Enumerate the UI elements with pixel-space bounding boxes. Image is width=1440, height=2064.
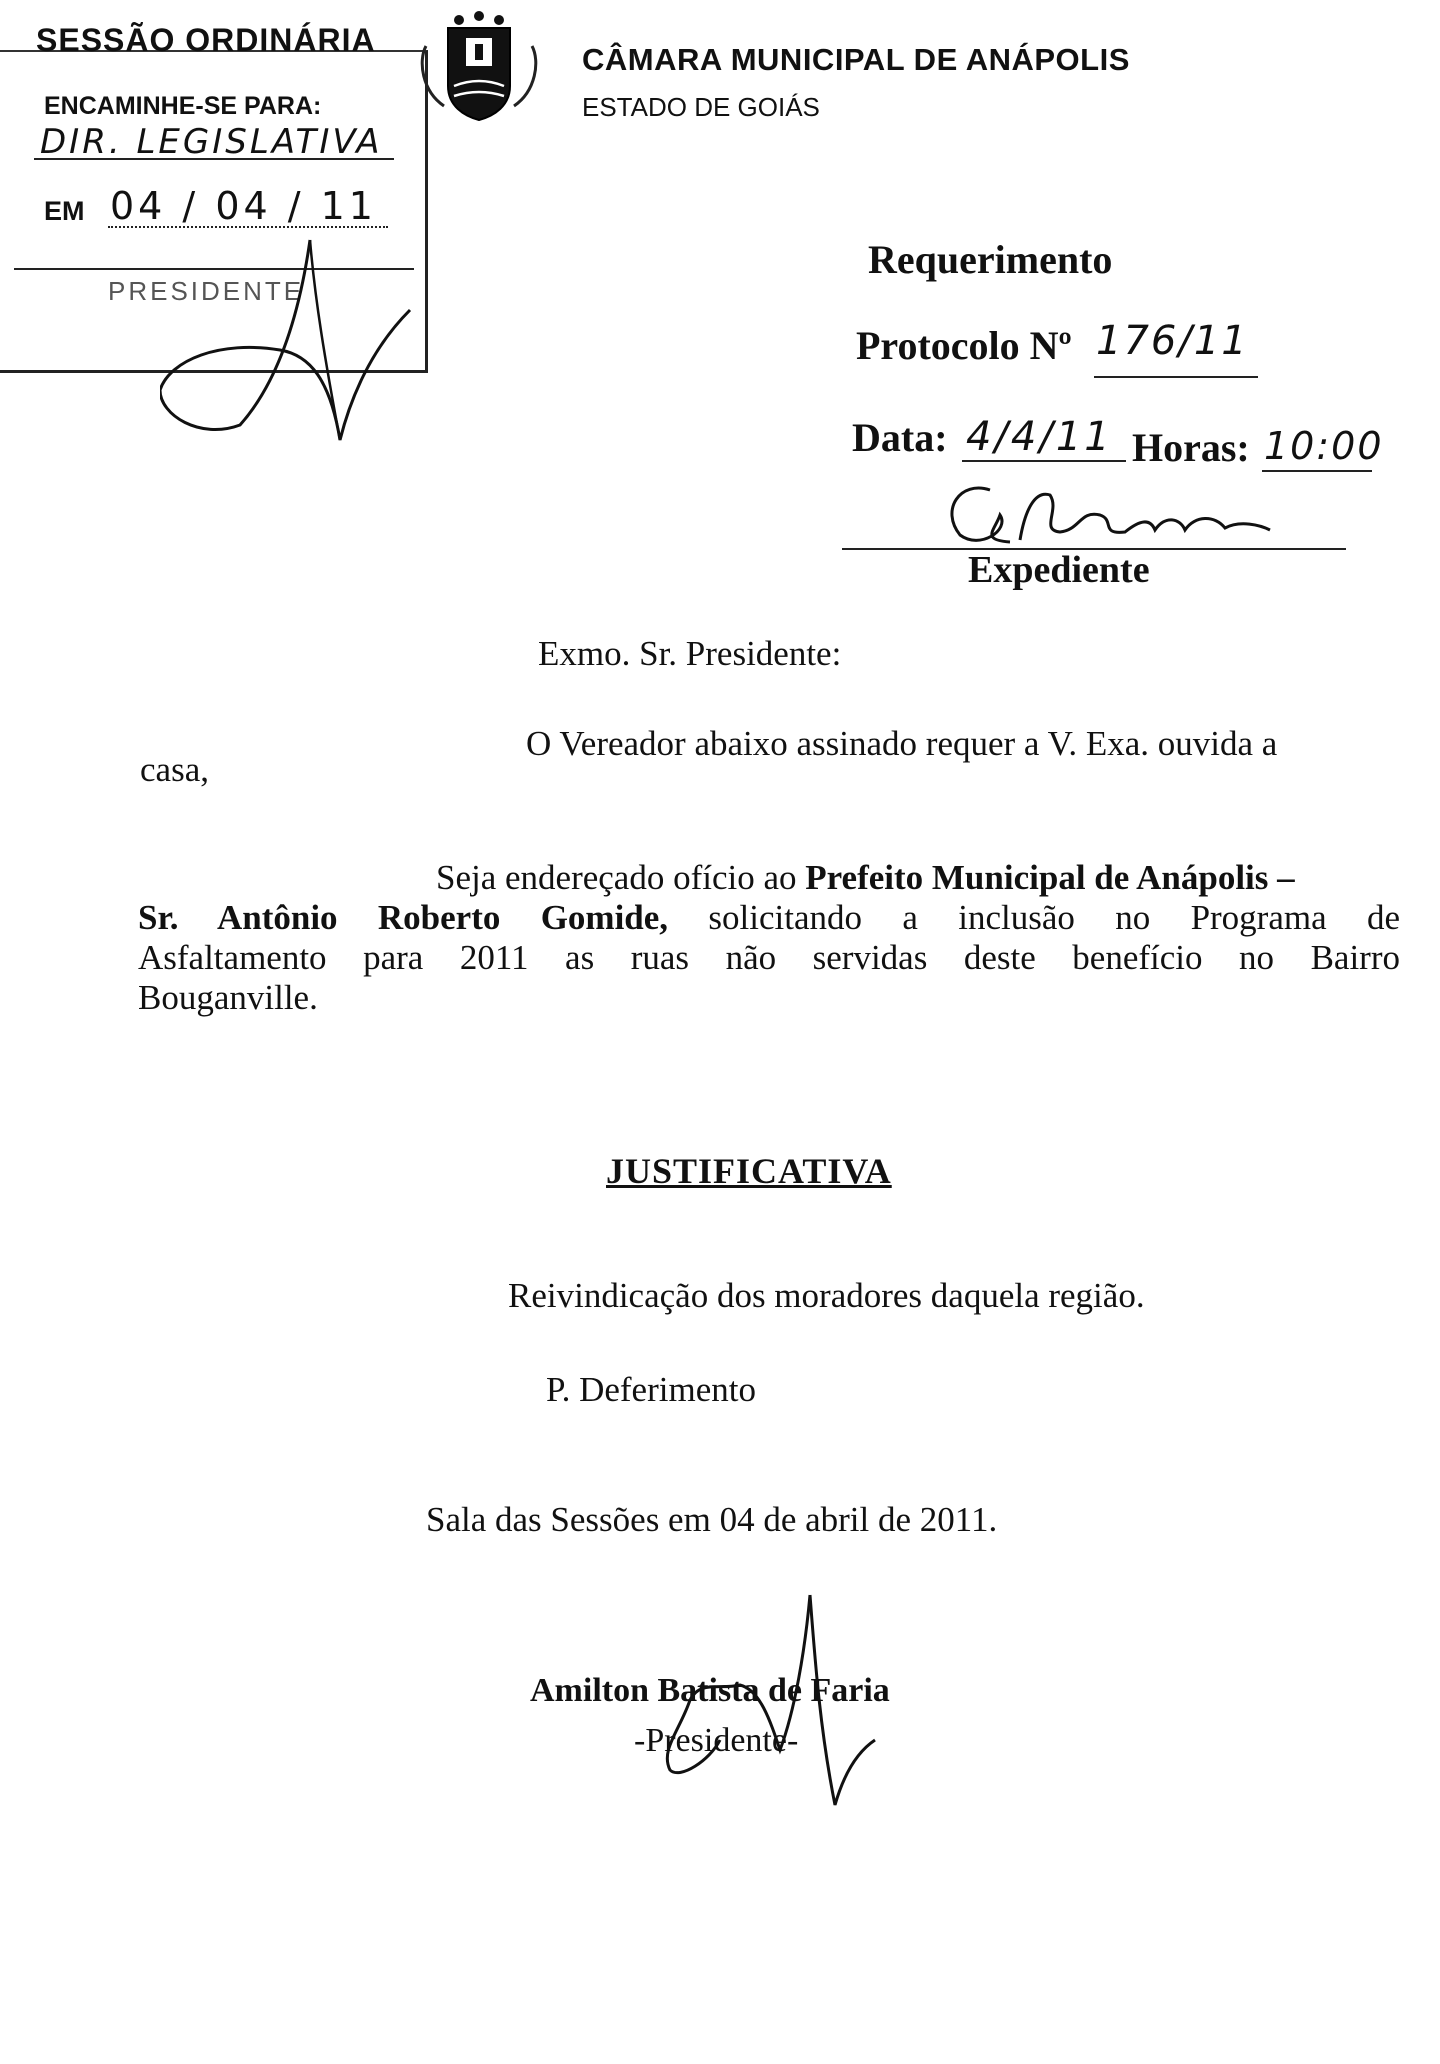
date-underline (962, 460, 1126, 462)
signer-signature (620, 1590, 880, 1820)
expedient-label: Expediente (968, 549, 1150, 591)
stamp-route-value: DIR. LEGISLATIVA (40, 122, 383, 162)
municipal-crest-icon (414, 6, 544, 126)
chamber-name: CÂMARA MUNICIPAL DE ANÁPOLIS (582, 42, 1130, 77)
stamp-role: PRESIDENTE (108, 276, 305, 306)
protocol-underline (1094, 376, 1258, 378)
signer-name: Amilton Batista de Faria (530, 1672, 890, 1709)
stamp-route-line (34, 158, 394, 160)
document-type: Requerimento (868, 237, 1113, 282)
stamp-date-label: EM (44, 196, 85, 226)
protocol-number: 176/11 (1096, 318, 1249, 364)
closing: P. Deferimento (546, 1370, 756, 1409)
justification-title: JUSTIFICATIVA (606, 1151, 892, 1191)
request-paragraph (138, 858, 1400, 1018)
stamp-signature (160, 230, 420, 450)
hours-value: 10:00 (1264, 424, 1384, 468)
protocol-label: Protocolo Nº (856, 323, 1072, 368)
mayor-name: Sr. Antônio Roberto Gomide, (138, 898, 669, 937)
mayor-title: Prefeito Municipal de Anápolis – (805, 858, 1295, 897)
request-text: Bouganville. (138, 978, 318, 1017)
date-label: Data: (852, 415, 948, 460)
signer-role: -Presidente- (634, 1722, 799, 1759)
intro-text: O Vereador abaixo assinado requer a V. Exa. ouvida a (526, 724, 1278, 763)
place-date: Sala das Sessões em 04 de abril de 2011. (426, 1500, 998, 1539)
request-text: Seja endereçado ofício ao (436, 858, 797, 897)
request-text: Asfaltamento para 2011 as ruas não servidas deste benefício no Bairro (138, 938, 1400, 977)
justification-text: Reivindicação dos moradores daquela região. (508, 1276, 1145, 1315)
date-value: 4/4/11 (966, 414, 1113, 460)
stamp-date-value: 04 / 04 / 11 (110, 184, 377, 228)
stamp-route-label: ENCAMINHE-SE PARA: (44, 92, 322, 120)
clerk-signature (940, 470, 1280, 560)
salutation: Exmo. Sr. Presidente: (538, 634, 842, 673)
intro-continuation: casa, (140, 750, 209, 789)
stamp-date-line (108, 226, 388, 228)
hours-label: Horas: (1132, 425, 1250, 470)
request-text: solicitando a inclusão no Programa de (708, 898, 1401, 937)
stamp-title: SESSÃO ORDINÁRIA (36, 22, 376, 58)
chamber-state: ESTADO DE GOIÁS (582, 92, 820, 122)
